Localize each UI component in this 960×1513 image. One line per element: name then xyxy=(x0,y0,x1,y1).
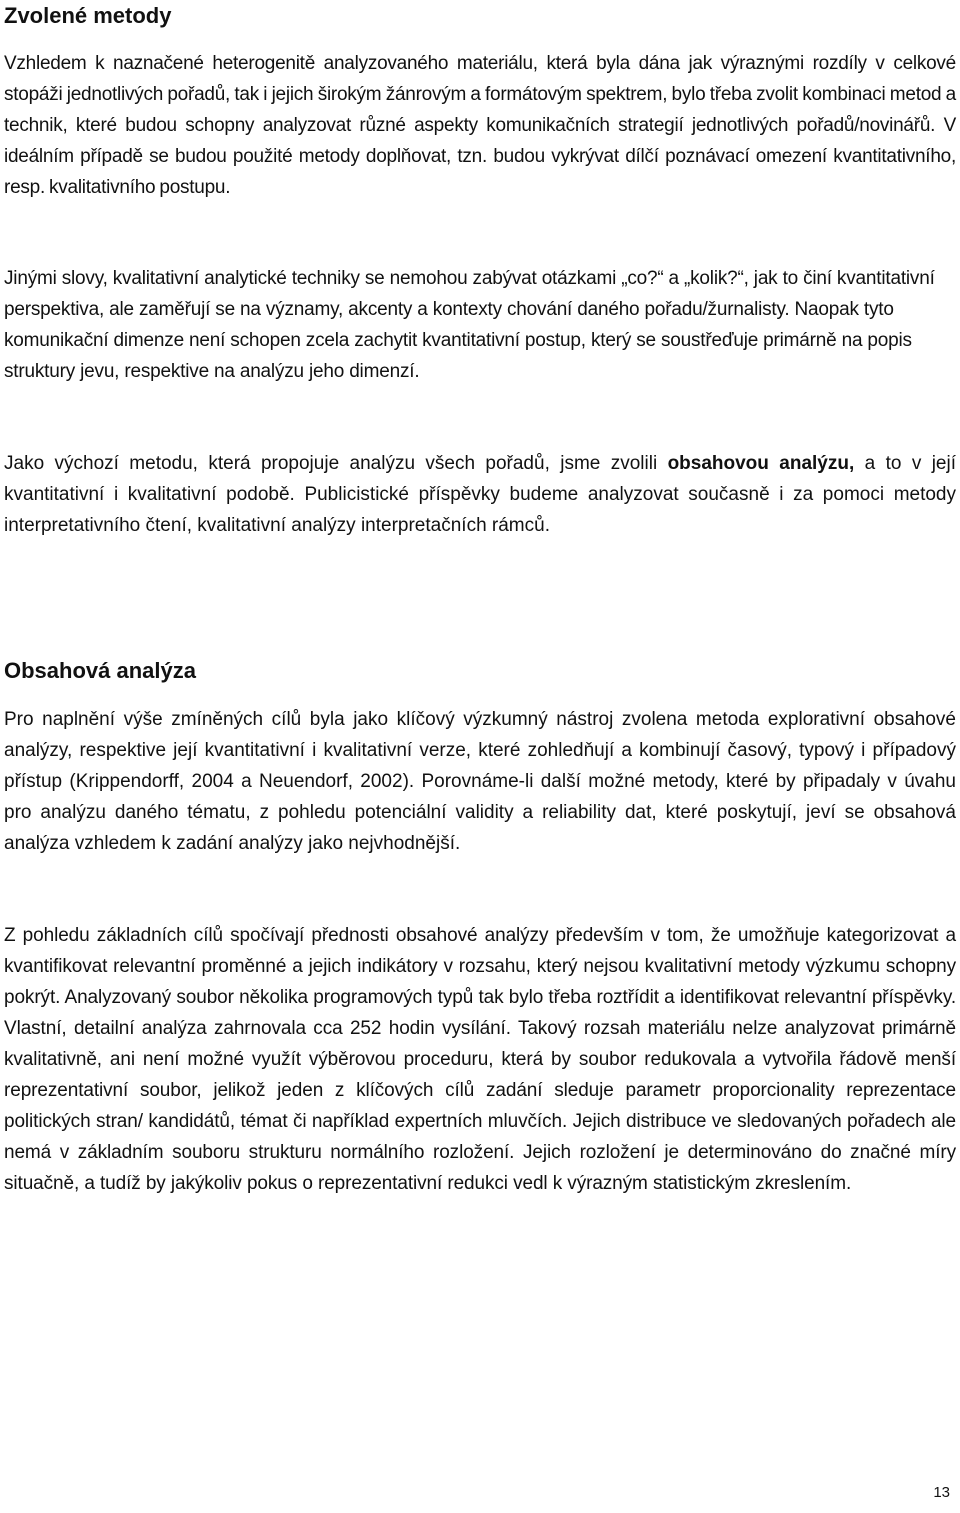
emphasis-obsahova-analyza: obsahovou analýzu, xyxy=(667,453,855,474)
paragraph-methods-intro: Vzhledem k naznačené heterogenitě analyzovaného materiálu, která byla dána jak výraznými rozdíly v celkové stopáži jednotlivých pořadů, tak i jejich širokým žánrovým a formátovým spektrem, bylo třeba zvolit kombinaci metod a technik, které budou schopny analyzovat různé aspekty komunikačních strategií jednotlivých pořadů/novinářů. V ideálním případě se budou použité metody doplňovat, tzn. budou vykrývat dílčí poznávací omezení kvantitativního, resp. kvalitativního postupu. xyxy=(4,53,956,198)
document-page xyxy=(4,0,956,1513)
paragraph-qualitative-techniques: Jinými slovy, kvalitativní analytické techniky se nemohou zabývat otázkami „co?“ a „kolik?“, jak to činí kvantitativní perspektiva, ale zaměřují se na významy, akcenty a kontexty chování daného pořadu/žurnalisty. Naopak tyto komunikační dimenze není schopen zcela zachytit kvantitativní postup, který se soustřeďuje primárně na popis struktury jevu, respektive na analýzu jeho dimenzí. xyxy=(4,268,935,382)
paragraph-content-analysis-choice xyxy=(4,448,956,541)
paragraph-content-analysis-advantages: Z pohledu základních cílů spočívají přednosti obsahové analýzy především v tom, že umožňuje kategorizovat a kvantifikovat relevantní proměnné a jejich indikátory v rozsahu, který nejsou kvalitativní metody výzkumu schopny pokrýt. Analyzovaný soubor několika programových typů tak bylo třeba roztřídit a identifikovat relevantní příspěvky. Vlastní, detailní analýza zahrnovala cca 252 hodin vysílání. Takový rozsah materiálu nelze analyzovat primárně kvalitativně, ani není možné využít výběrovou proceduru, která by soubor redukovala a vytvořila řádově menší reprezentativní soubor, jelikož jeden z klíčových cílů zadání sleduje parametr proporcionality reprezentace politických stran/ kandidátů, témat či například expertních mluvčích. Jejich distribuce ve sledovaných pořadech ale nemá v základním souboru strukturu normálního rozložení. Jejich rozložení je determinováno do značné míry situačně, a tudíž by jakýkoliv pokus o reprezentativní redukci vedl k výrazným statistickým zkreslením. xyxy=(4,925,956,1194)
paragraph-text-start: Jako výchozí metodu, která propojuje analýzu všech pořadů, jsme zvolili xyxy=(4,453,668,474)
section-heading-zvolene-metody: Zvolené metody xyxy=(4,3,172,28)
paragraph-text-end: a to v její kvantitativní i kvalitativní podobě. Publicistické příspěvky budeme analyzovat současně i za pomoci metody interpretativního čtení, kvalitativní analýzy interpretačních rámců. xyxy=(4,453,956,536)
page-number: 13 xyxy=(933,1484,950,1501)
paragraph-content-analysis-tool: Pro naplnění výše zmíněných cílů byla jako klíčový výzkumný nástroj zvolena metoda explorativní obsahové analýzy, respektive její kvantitativní i kvalitativní verze, které zohledňují a kombinují časový, typový i případový přístup (Krippendorff, 2004 a Neuendorf, 2002). Porovnáme-li další možné metody, které by připadaly v úvahu pro analýzu daného tématu, z pohledu potenciální validity a reliability dat, které poskytují, jeví se obsahová analýza vzhledem k zadání analýzy jako nejvhodnější. xyxy=(4,709,956,854)
section-heading-obsahova-analyza: Obsahová analýza xyxy=(4,658,196,683)
